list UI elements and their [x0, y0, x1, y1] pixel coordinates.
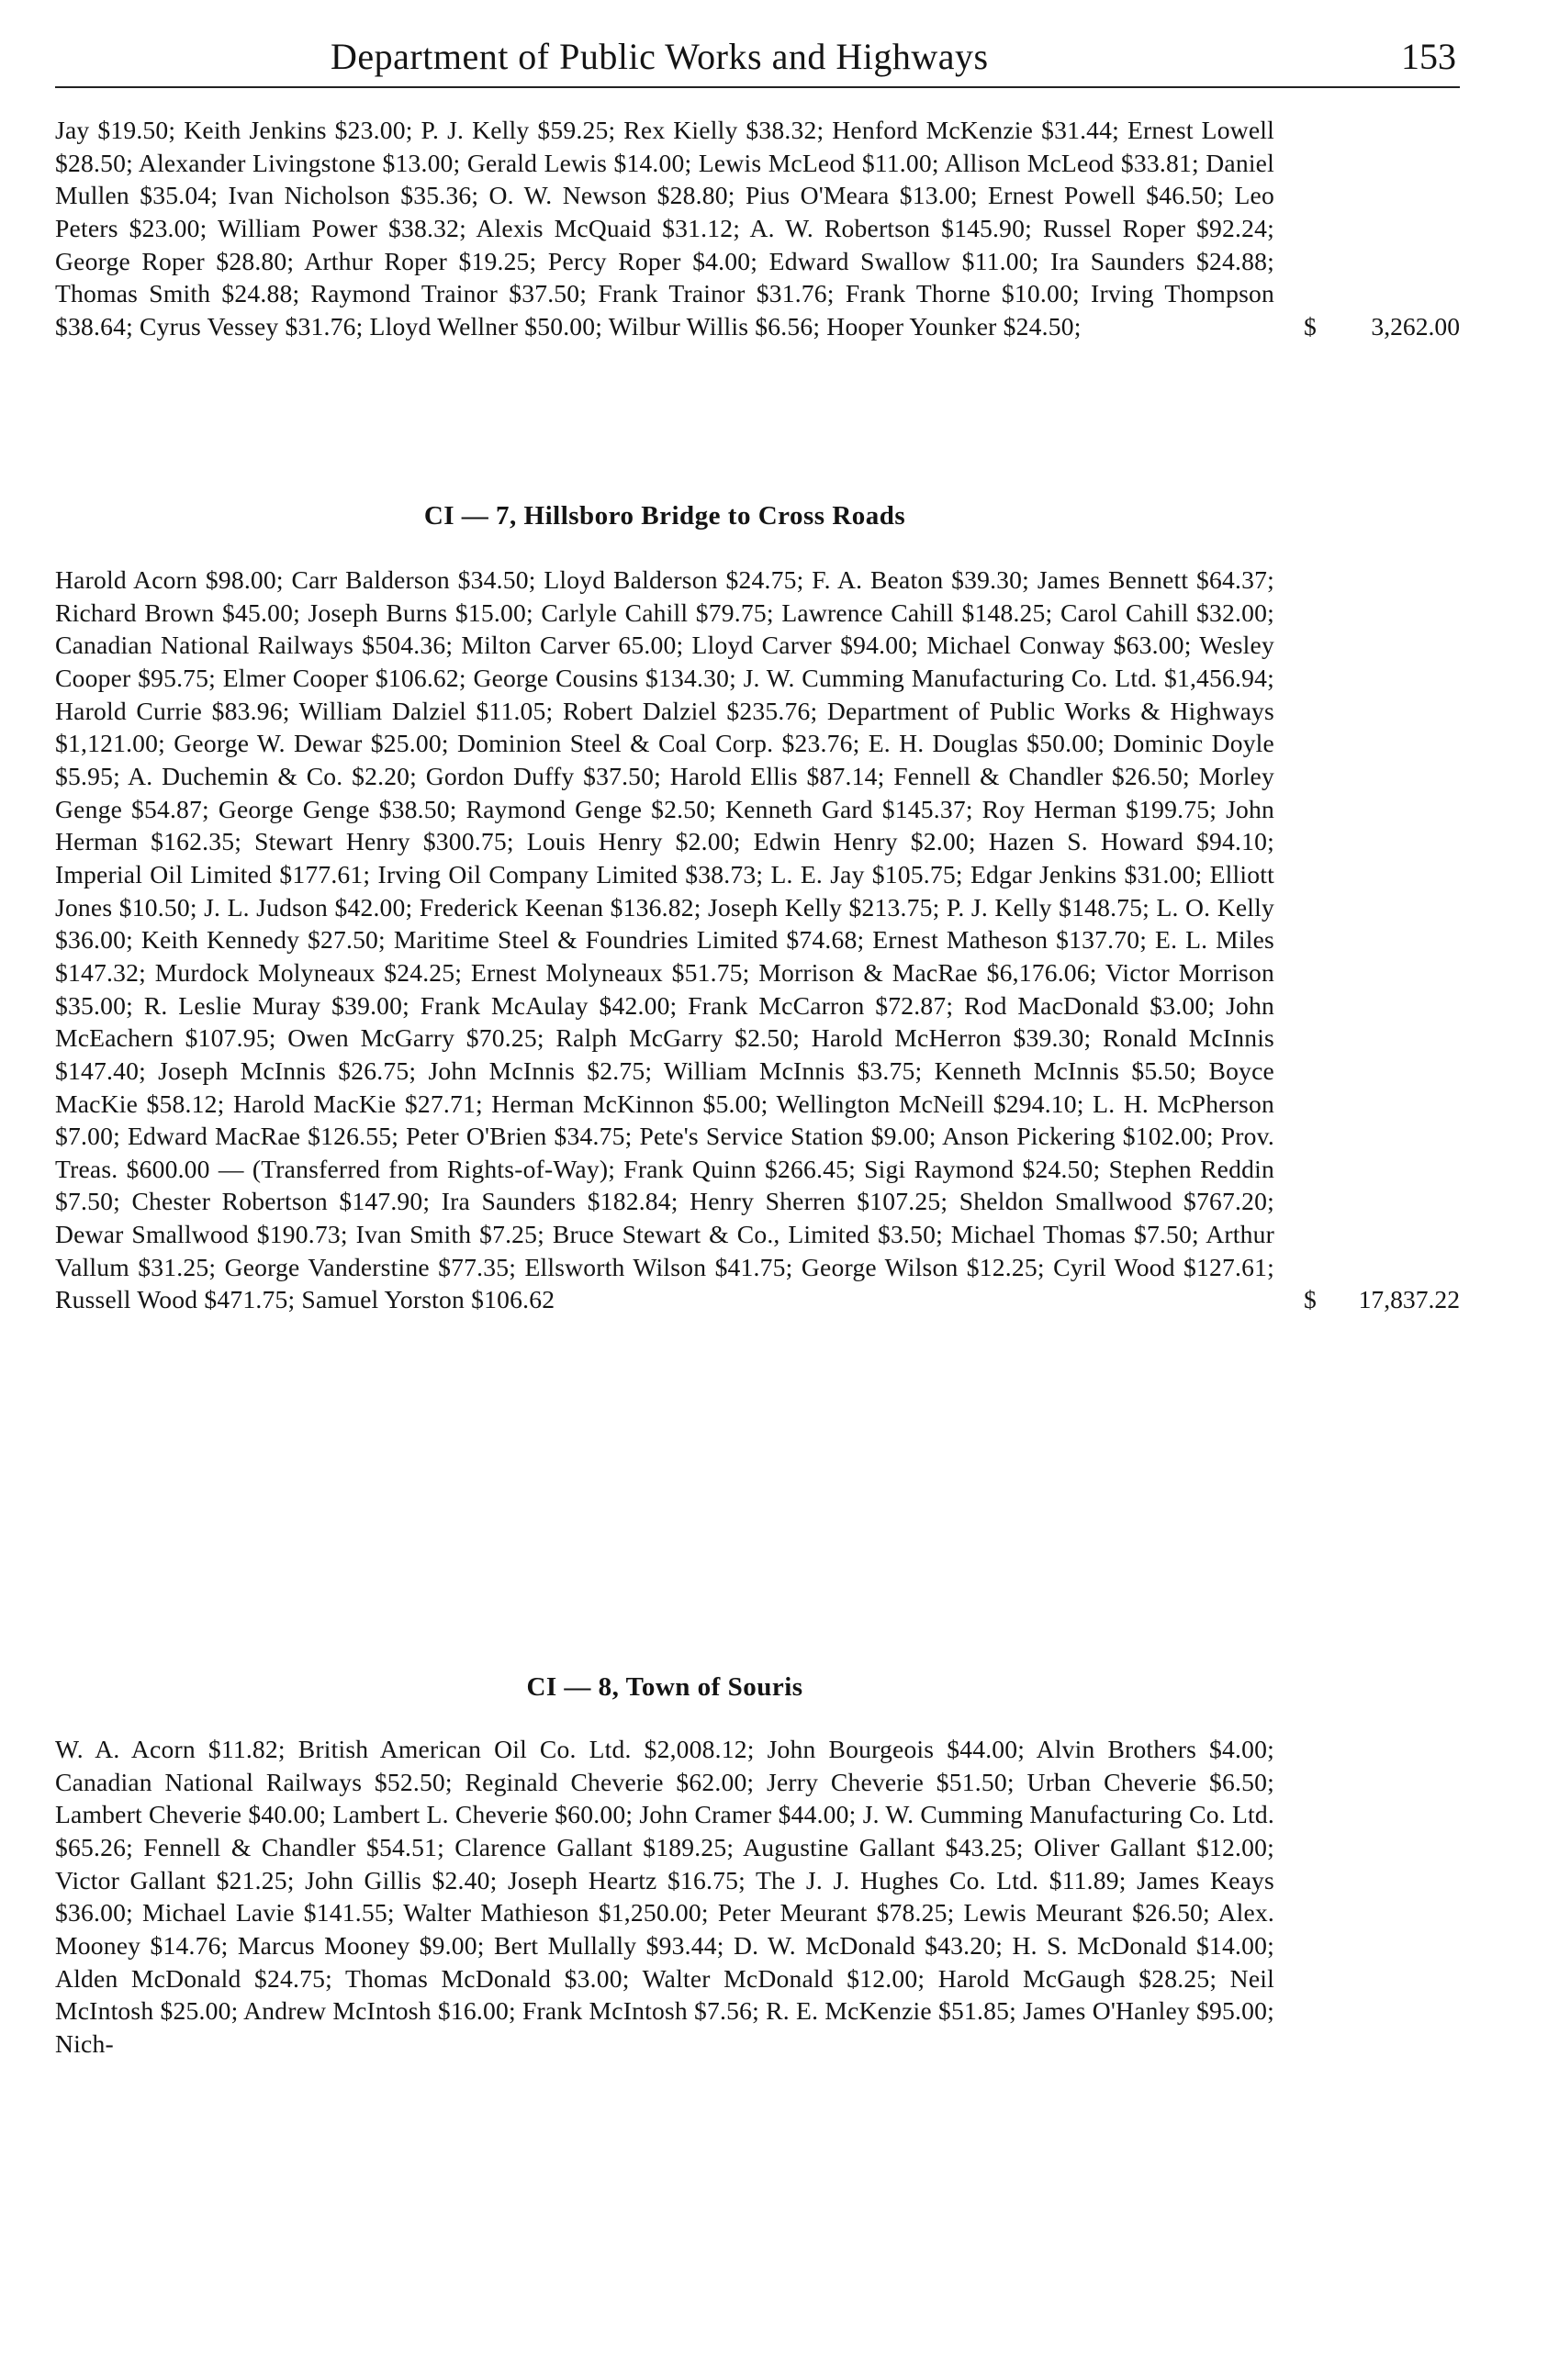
entry-total: [1304, 1283, 1460, 1316]
entry-ci-8: [55, 1733, 1460, 2061]
running-title: Department of Public Works and Highways: [331, 36, 989, 77]
section-heading-ci-8: CI — 8, Town of Souris: [526, 1672, 803, 1702]
total-currency: $: [1304, 1285, 1317, 1314]
total-currency: $: [1304, 311, 1317, 341]
entry-total: [1304, 310, 1460, 343]
total-amount: 3,262.00: [1371, 311, 1460, 341]
page-header: [55, 31, 1460, 88]
entry-text: W. A. Acorn $11.82; British American Oil Co. Ltd. $2,008.12; John Bourgeois $44.00; Alvin Brothers $4.00; Canadian National Railways $52.50; Reginald Cheverie $62.00; Jerry Cheverie $51.50; Urban Cheverie $6.50; Lambert Cheverie $40.00; Lambert L. Cheverie $60.00; John Cramer $44.00; J. W. Cumming Manufacturing Co. Ltd. $65.26; Fennell & Chandler $54.51; Clarence Gallant $189.25; Augustine Gallant $43.25; Oliver Gallant $12.00; Victor Gallant $21.25; John Gillis $2.40; Joseph Heartz $16.75; The J. J. Hughes Co. Ltd. $11.89; James Keays $36.00; Michael Lavie $141.55; Walter Mathieson $1,250.00; Peter Meurant $78.25; Lewis Meurant $26.50; Alex. Mooney $14.76; Marcus Mooney $9.00; Bert Mullally $93.44; D. W. McDonald $43.20; H. S. McDonald $14.00; Alden McDonald $24.75; Thomas McDonald $3.00; Walter McDonald $12.00; Harold McGaugh $28.25; Neil McIntosh $25.00; Andrew McIntosh $16.00; Frank McIntosh $7.56; R. E. McKenzie $51.85; James O'Hanley $95.00; Nich-: [55, 1735, 1274, 2058]
entry-text: Jay $19.50; Keith Jenkins $23.00; P. J. Kelly $59.25; Rex Kielly $38.32; Henford McKenzie $31.44; Ernest Lowell $28.50; Alexander Livingstone $13.00; Gerald Lewis $14.00; Lewis McLeod $11.00; Allison McLeod $33.81; Daniel Mullen $35.04; Ivan Nicholson $35.36; O. W. Newson $28.80; Pius O'Meara $13.00; Ernest Powell $46.50; Leo Peters $23.00; William Power $38.32; Alexis McQuaid $31.12; A. W. Robertson $145.90; Russel Roper $92.24; George Roper $28.80; Arthur Roper $19.25; Percy Roper $4.00; Edward Swallow $11.00; Ira Saunders $24.88; Thomas Smith $24.88; Raymond Trainor $37.50; Frank Trainor $31.76; Frank Thorne $10.00; Irving Thompson $38.64; Cyrus Vessey $31.76; Lloyd Wellner $50.00; Wilbur Willis $6.56; Hooper Younker $24.50;: [55, 116, 1274, 341]
entry-continued: [55, 114, 1460, 343]
page-number: 153: [1401, 36, 1456, 77]
entry-text: Harold Acorn $98.00; Carr Balderson $34.50; Lloyd Balderson $24.75; F. A. Beaton $39.30; James Bennett $64.37; Richard Brown $45.00; Joseph Burns $15.00; Carlyle Cahill $79.75; Lawrence Cahill $148.25; Carol Cahill $32.00; Canadian National Railways $504.36; Milton Carver 65.00; Lloyd Carver $94.00; Michael Conway $63.00; Wesley Cooper $95.75; Elmer Cooper $106.62; George Cousins $134.30; J. W. Cumming Manufacturing Co. Ltd. $1,456.94; Harold Currie $83.96; William Dalziel $11.05; Robert Dalziel $235.76; Department of Public Works & Highways $1,121.00; George W. Dewar $25.00; Dominion Steel & Coal Corp. $23.76; E. H. Douglas $50.00; Dominic Doyle $5.95; A. Duchemin & Co. $2.20; Gordon Duffy $37.50; Harold Ellis $87.14; Fennell & Chandler $26.50; Morley Genge $54.87; George Genge $38.50; Raymond Genge $2.50; Kenneth Gard $145.37; Roy Herman $199.75; John Herman $162.35; Stewart Henry $300.75; Louis Henry $2.00; Edwin Henry $2.00; Hazen S. Howard $94.10; Imperial Oil Limited $177.61; Irving Oil Company Limited $38.73; L. E. Jay $105.75; Edgar Jenkins $31.00; Elliott Jones $10.50; J. L. Judson $42.00; Frederick Keenan $136.82; Joseph Kelly $213.75; P. J. Kelly $148.75; L. O. Kelly $36.00; Keith Kennedy $27.50; Maritime Steel & Foundries Limited $74.68; Ernest Matheson $137.70; E. L. Miles $147.32; Murdock Molyneaux $24.25; Ernest Molyneaux $51.75; Morrison & MacRae $6,176.06; Victor Morrison $35.00; R. Leslie Muray $39.00; Frank McAulay $42.00; Frank McCarron $72.87; Rod MacDonald $3.00; John McEachern $107.95; Owen McGarry $70.25; Ralph McGarry $2.50; Harold McHerron $39.30; Ronald McInnis $147.40; Joseph McInnis $26.75; John McInnis $2.75; William McInnis $3.75; Kenneth McInnis $5.50; Boyce MacKie $58.12; Harold MacKie $27.71; Herman McKinnon $5.00; Wellington McNeill $294.10; L. H. McPherson $7.00; Edward MacRae $126.55; Peter O'Brien $34.75; Pete's Service Station $9.00; Anson Pickering $102.00; Prov. Treas. $600.00 — (Transferred from Rights-of-Way); Frank Quinn $266.45; Sigi Raymond $24.50; Stephen Reddin $7.50; Chester Robertson $147.90; Ira Saunders $182.84; Henry Sherren $107.25; Sheldon Smallwood $767.20; Dewar Smallwood $190.73; Ivan Smith $7.25; Bruce Stewart & Co., Limited $3.50; Michael Thomas $7.50; Arthur Vallum $31.25; George Vanderstine $77.35; Ellsworth Wilson $41.75; George Wilson $12.25; Cyril Wood $127.61; Russell Wood $471.75; Samuel Yorston $106.62: [55, 565, 1274, 1314]
section-heading-ci-7: CI — 7, Hillsboro Bridge to Cross Roads: [423, 501, 906, 531]
entry-ci-7: [55, 564, 1460, 1316]
total-amount: 17,837.22: [1358, 1285, 1460, 1314]
